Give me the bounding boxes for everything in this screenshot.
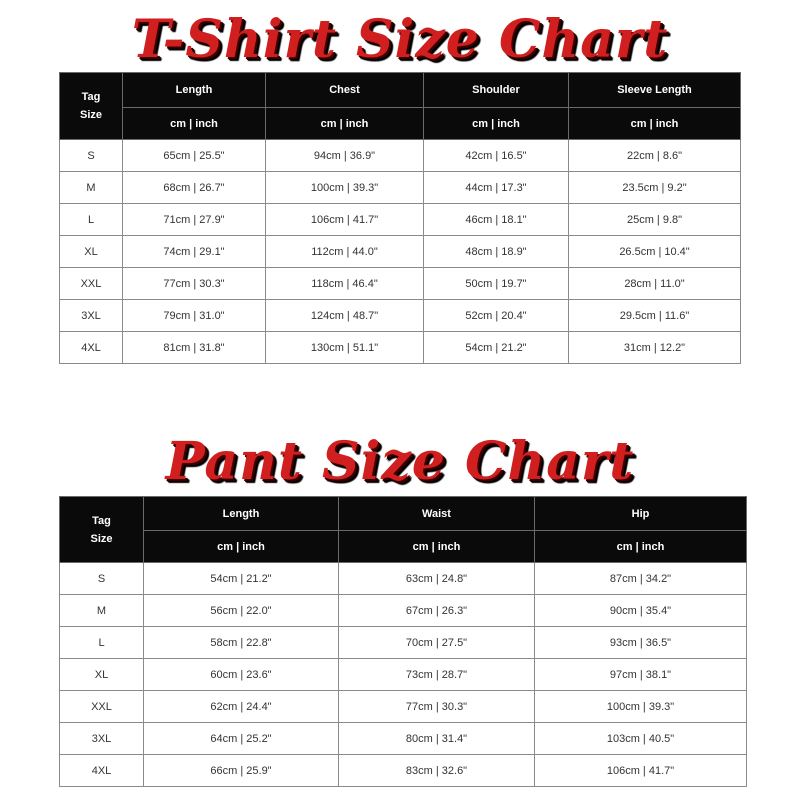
- table-row: [60, 172, 741, 204]
- measurement-cell: 26.5cm | 10.4": [569, 236, 741, 268]
- unit-label: cm | inch: [535, 531, 747, 563]
- measurement-cell: 42cm | 16.5": [424, 140, 569, 172]
- tag-size-label-line1: Tag: [81, 91, 101, 103]
- column-header-hip: Hip: [535, 497, 747, 531]
- measurement-cell: 50cm | 19.7": [424, 268, 569, 300]
- measurement-cell: 58cm | 22.8": [144, 627, 339, 659]
- measurement-cell: 31cm | 12.2": [569, 332, 741, 364]
- measurement-cell: 67cm | 26.3": [339, 595, 535, 627]
- measurement-cell: 100cm | 39.3": [266, 172, 424, 204]
- tshirt-header-row: [60, 73, 741, 108]
- size-cell: XL: [60, 236, 123, 268]
- measurement-cell: 65cm | 25.5": [123, 140, 266, 172]
- measurement-cell: 63cm | 24.8": [339, 563, 535, 595]
- measurement-cell: 100cm | 39.3": [535, 691, 747, 723]
- size-cell: M: [60, 595, 144, 627]
- measurement-cell: 60cm | 23.6": [144, 659, 339, 691]
- size-cell: S: [60, 563, 144, 595]
- column-header-length: Length: [123, 73, 266, 108]
- table-row: [60, 563, 747, 595]
- measurement-cell: 90cm | 35.4": [535, 595, 747, 627]
- measurement-cell: 54cm | 21.2": [144, 563, 339, 595]
- table-row: [60, 268, 741, 300]
- table-row: [60, 140, 741, 172]
- size-cell: XXL: [60, 268, 123, 300]
- measurement-cell: 106cm | 41.7": [535, 755, 747, 787]
- table-row: [60, 755, 747, 787]
- unit-label: cm | inch: [144, 531, 339, 563]
- size-cell: S: [60, 140, 123, 172]
- size-cell: 4XL: [60, 755, 144, 787]
- measurement-cell: 54cm | 21.2": [424, 332, 569, 364]
- measurement-cell: 103cm | 40.5": [535, 723, 747, 755]
- measurement-cell: 106cm | 41.7": [266, 204, 424, 236]
- measurement-cell: 22cm | 8.6": [569, 140, 741, 172]
- unit-label: cm | inch: [569, 108, 741, 140]
- column-header-chest: Chest: [266, 73, 424, 108]
- table-row: [60, 627, 747, 659]
- measurement-cell: 79cm | 31.0": [123, 300, 266, 332]
- tshirt-unit-row: [60, 108, 741, 140]
- size-cell: M: [60, 172, 123, 204]
- measurement-cell: 29.5cm | 11.6": [569, 300, 741, 332]
- measurement-cell: 73cm | 28.7": [339, 659, 535, 691]
- measurement-cell: 80cm | 31.4": [339, 723, 535, 755]
- tshirt-chart-title: T-Shirt Size Chart: [131, 9, 669, 70]
- size-cell: 4XL: [60, 332, 123, 364]
- size-cell: L: [60, 627, 144, 659]
- measurement-cell: 97cm | 38.1": [535, 659, 747, 691]
- table-row: [60, 332, 741, 364]
- table-row: [60, 236, 741, 268]
- pant-header-row: [60, 497, 747, 531]
- measurement-cell: 77cm | 30.3": [339, 691, 535, 723]
- measurement-cell: 56cm | 22.0": [144, 595, 339, 627]
- tag-size-header: [60, 73, 123, 140]
- measurement-cell: 70cm | 27.5": [339, 627, 535, 659]
- pant-size-table: [59, 496, 747, 787]
- tag-size-header: [60, 497, 144, 563]
- measurement-cell: 74cm | 29.1": [123, 236, 266, 268]
- measurement-cell: 81cm | 31.8": [123, 332, 266, 364]
- pant-chart-title: Pant Size Chart: [165, 431, 635, 492]
- column-header-waist: Waist: [339, 497, 535, 531]
- unit-label: cm | inch: [123, 108, 266, 140]
- tshirt-size-table: [59, 72, 741, 364]
- table-row: [60, 659, 747, 691]
- unit-label: cm | inch: [266, 108, 424, 140]
- size-cell: 3XL: [60, 723, 144, 755]
- table-row: [60, 204, 741, 236]
- measurement-cell: 66cm | 25.9": [144, 755, 339, 787]
- measurement-cell: 46cm | 18.1": [424, 204, 569, 236]
- measurement-cell: 87cm | 34.2": [535, 563, 747, 595]
- measurement-cell: 83cm | 32.6": [339, 755, 535, 787]
- column-header-length: Length: [144, 497, 339, 531]
- tag-size-label-line2: Size: [90, 532, 113, 545]
- tag-size-label-line2: Size: [79, 109, 102, 121]
- measurement-cell: 48cm | 18.9": [424, 236, 569, 268]
- measurement-cell: 124cm | 48.7": [266, 300, 424, 332]
- measurement-cell: 130cm | 51.1": [266, 332, 424, 364]
- measurement-cell: 93cm | 36.5": [535, 627, 747, 659]
- measurement-cell: 112cm | 44.0": [266, 236, 424, 268]
- measurement-cell: 25cm | 9.8": [569, 204, 741, 236]
- measurement-cell: 71cm | 27.9": [123, 204, 266, 236]
- size-cell: 3XL: [60, 300, 123, 332]
- tag-size-label-line1: Tag: [92, 514, 111, 527]
- measurement-cell: 77cm | 30.3": [123, 268, 266, 300]
- size-cell: XXL: [60, 691, 144, 723]
- measurement-cell: 44cm | 17.3": [424, 172, 569, 204]
- table-row: [60, 300, 741, 332]
- measurement-cell: 68cm | 26.7": [123, 172, 266, 204]
- measurement-cell: 118cm | 46.4": [266, 268, 424, 300]
- unit-label: cm | inch: [424, 108, 569, 140]
- table-row: [60, 691, 747, 723]
- column-header-sleeve-length: Sleeve Length: [569, 73, 741, 108]
- size-cell: L: [60, 204, 123, 236]
- column-header-shoulder: Shoulder: [424, 73, 569, 108]
- measurement-cell: 28cm | 11.0": [569, 268, 741, 300]
- measurement-cell: 62cm | 24.4": [144, 691, 339, 723]
- unit-label: cm | inch: [339, 531, 535, 563]
- measurement-cell: 64cm | 25.2": [144, 723, 339, 755]
- measurement-cell: 52cm | 20.4": [424, 300, 569, 332]
- measurement-cell: 94cm | 36.9": [266, 140, 424, 172]
- table-row: [60, 723, 747, 755]
- measurement-cell: 23.5cm | 9.2": [569, 172, 741, 204]
- size-cell: XL: [60, 659, 144, 691]
- table-row: [60, 595, 747, 627]
- pant-unit-row: [60, 531, 747, 563]
